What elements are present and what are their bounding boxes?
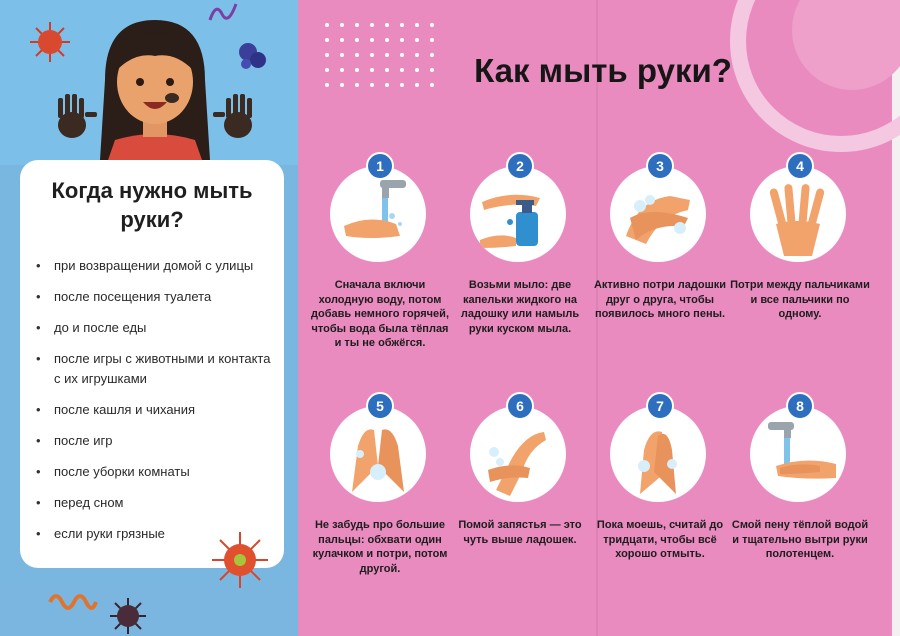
rinse-hands-illustration <box>750 406 846 502</box>
thumb-wash-illustration <box>330 406 426 502</box>
step-description: Сначала включи холодную воду, потом добавь немного горячей, чтобы вода была тёплая и ты не обжёгся. <box>311 279 449 349</box>
girl-illustration <box>40 10 270 160</box>
list-item: • до и после еды <box>36 318 276 338</box>
list-item: • при возвращении домой с улицы <box>36 256 276 276</box>
step-description: Потри между пальчиками и все пальчики по одному. <box>730 279 870 320</box>
soap-dispenser-illustration <box>470 166 566 262</box>
counting-wash-illustration <box>610 406 706 502</box>
list-item: • перед сном <box>36 493 276 513</box>
step-number-badge: 6 <box>506 392 534 420</box>
tap-water-hands-illustration <box>330 166 426 262</box>
virus-icon <box>210 530 270 590</box>
step-number-badge: 5 <box>366 392 394 420</box>
list-item: • после кашля и чихания <box>36 400 276 420</box>
step-description: Помой запястья — это чуть выше ладошек. <box>458 519 582 546</box>
main-title: Как мыть руки? <box>474 52 732 89</box>
when-to-wash-card <box>20 160 284 568</box>
squiggle-icon <box>48 590 98 614</box>
step-description: Возьми мыло: две капельки жидкого на ладошку или намыль руки куском мыла. <box>460 279 580 335</box>
rubbing-palms-illustration <box>610 166 706 262</box>
left-bottom-strip <box>0 586 298 636</box>
list-item: • после игры с животными и контакта с их игрушками <box>36 349 276 389</box>
step-description: Активно потри ладошки друг о друга, чтобы появилось много пены. <box>593 279 727 320</box>
card-title: Когда нужно мыть руки? <box>51 178 253 232</box>
list-item: • после посещения туалета <box>36 287 276 307</box>
wrist-wash-illustration <box>470 406 566 502</box>
virus-icon <box>108 596 148 636</box>
step-number-badge: 2 <box>506 152 534 180</box>
list-item: • после игр <box>36 431 276 451</box>
left-panel <box>0 0 298 636</box>
step-description: Смой пену тёплой водой и тщательно вытри руки полотенцем. <box>731 519 869 560</box>
step-number-badge: 4 <box>786 152 814 180</box>
step-description: Не забудь про большие пальцы: обхвати один кулачком и потри, потом другой. <box>312 519 448 575</box>
step-number-badge: 1 <box>366 152 394 180</box>
when-to-wash-list <box>36 256 276 555</box>
list-item: • если руки грязные <box>36 524 276 544</box>
right-panel <box>298 0 892 636</box>
step-description: Пока моешь, считай до тридцати, чтобы всё хорошо отмыть. <box>596 519 724 560</box>
list-item: • после уборки комнаты <box>36 462 276 482</box>
step-number-badge: 3 <box>646 152 674 180</box>
interlaced-fingers-illustration <box>750 166 846 262</box>
decorative-dot-grid <box>322 20 442 90</box>
page-fold-line <box>596 0 598 636</box>
step-number-badge: 8 <box>786 392 814 420</box>
step-number-badge: 7 <box>646 392 674 420</box>
